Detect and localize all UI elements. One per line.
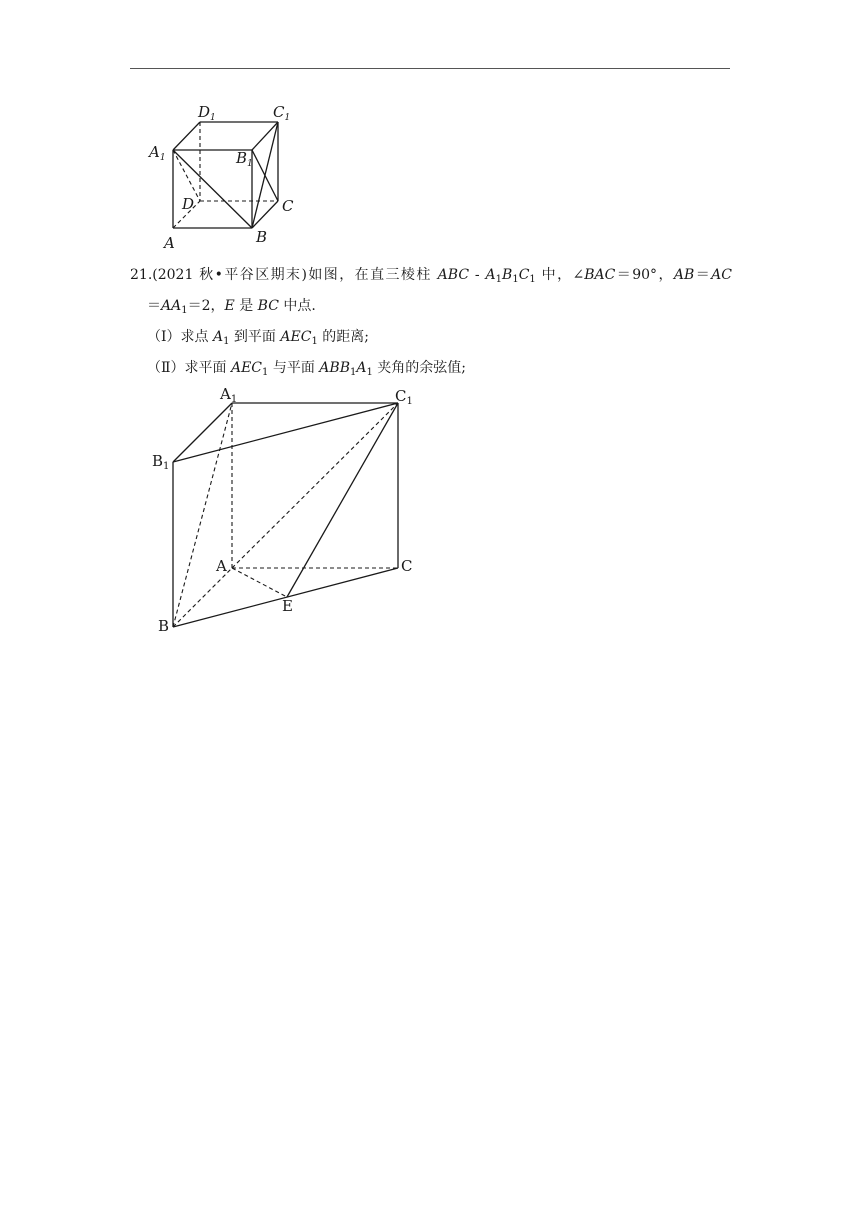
prism-figure: [140, 380, 430, 640]
label-b: B: [158, 617, 170, 635]
label-b: B: [256, 228, 268, 246]
problem-part-2: （Ⅱ）求平面 $AEC_1$ 与平面 $ABB_1A_1$ 夹角的余弦值;: [147, 360, 467, 378]
problem-number: 21.: [130, 267, 153, 283]
label-a: A: [164, 234, 175, 252]
problem-part-1: （Ⅰ）求点 $A_1$ 到平面 $AEC_1$ 的距离;: [147, 329, 369, 347]
label-a: A: [216, 557, 227, 575]
label-c: C: [282, 197, 294, 215]
problem-source: (2021 秋•平谷区期末): [152, 267, 307, 283]
label-c: C: [401, 557, 413, 575]
problem-stem-line-1: 21.(2021 秋•平谷区期末)如图，在直三棱柱 ABC - $A_1B_1C_1$ 中，∠BAC＝90°，AB＝AC: [130, 267, 732, 285]
label-d1: $D_1$: [198, 103, 216, 123]
header-rule: [130, 68, 730, 69]
problem-21: [130, 260, 732, 384]
problem-stem-line-2: $=AA_1=2$，E 是 BC 中点.: [147, 298, 316, 316]
label-c1: $C_1$: [273, 103, 291, 123]
cube-figure: [140, 95, 320, 255]
label-e: E: [282, 597, 293, 615]
label-c1: $C_1$: [395, 387, 413, 407]
label-a1: $A_1$: [149, 143, 166, 163]
label-a1: $A_1$: [220, 385, 238, 405]
label-b1: $B_1$: [152, 452, 170, 472]
label-b1: $B_1$: [236, 149, 253, 169]
label-d: D: [182, 195, 195, 213]
